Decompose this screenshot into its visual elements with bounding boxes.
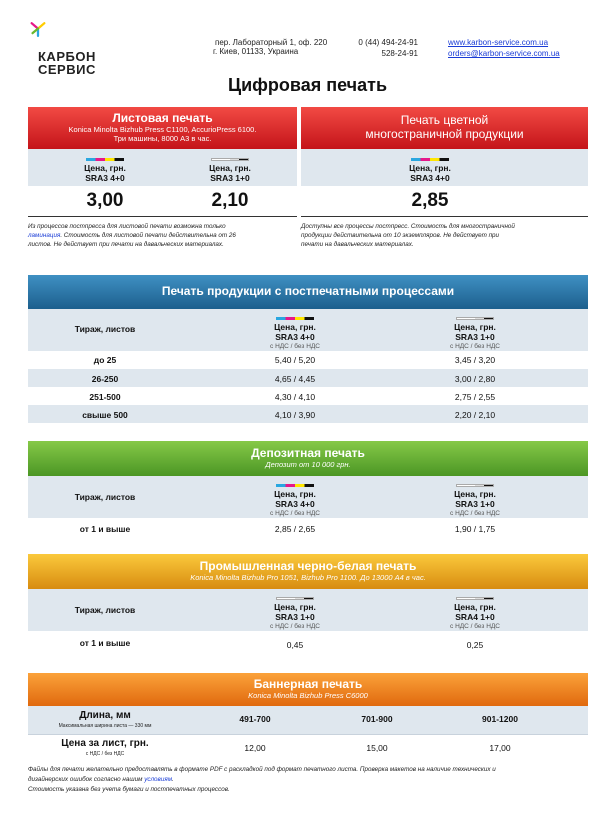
deposit-value-c1: 2,85 / 2,65 <box>274 524 316 534</box>
banner-price-label: Цена за лист, грн. <box>61 738 149 749</box>
banner-price-1: 12,00 <box>244 743 266 753</box>
postpress-col1-head1: Цена, грн. <box>274 322 316 332</box>
deposit-col2-head <box>420 479 530 519</box>
multipage-head2: SRA3 4+0 <box>410 173 450 183</box>
multipage-title2: многостраничной продукции <box>365 127 524 141</box>
address-line2: г. Киев, 01133, Украина <box>213 47 299 56</box>
sheet-print-title: Листовая печать <box>112 111 213 125</box>
footer-note <box>28 765 588 795</box>
black-strip-icon <box>211 158 249 161</box>
banner-subtitle: Konica Minolta Bizhub Press C6000 <box>248 691 368 700</box>
multipage-col-head <box>375 153 485 183</box>
postpress-row-label-4: свыше 500 <box>82 410 128 420</box>
postpress-row-c2-4: 2,20 / 2,10 <box>454 410 496 420</box>
bw-col1-head <box>240 592 350 632</box>
postpress-row-c2-3: 2,75 / 2,55 <box>454 392 496 402</box>
postpress-row-label-2: 26-250 <box>91 374 119 384</box>
sheet-note <box>28 222 303 249</box>
footer-line2a: дизайнерских ошибок согласно нашим <box>28 776 145 783</box>
sheet-divider <box>28 216 297 217</box>
multipage-note-1: Доступны все процессы постпресс. Стоимость для многостраничной <box>301 223 515 230</box>
banner-length-label: Длина, мм <box>79 710 131 721</box>
bw-col1-head2: SRA3 1+0 <box>275 612 315 622</box>
bw-col2-vat: с НДС / без НДС <box>450 623 500 630</box>
bw-value-label: от 1 и выше <box>79 638 131 648</box>
postpress-col1-head <box>240 312 350 352</box>
postpress-row-c1-4: 4,10 / 3,90 <box>274 410 316 420</box>
postpress-col2-vat: с НДС / без НДС <box>450 343 500 350</box>
deposit-subtitle: Депозит от 10 000 грн. <box>265 460 351 469</box>
logo-text <box>38 50 96 76</box>
postpress-col2-head <box>420 312 530 352</box>
postpress-col1-vat: с НДС / без НДС <box>270 343 320 350</box>
postpress-row-c2-1: 3,45 / 3,20 <box>454 355 496 365</box>
postpress-row-label-3: 251-500 <box>89 392 121 402</box>
deposit-value-label: от 1 и выше <box>79 524 131 534</box>
sheet-price1: 3,00 <box>86 190 124 211</box>
deposit-row-label: Тираж, листов <box>74 492 136 502</box>
postpress-row-label-1: до 25 <box>93 355 117 365</box>
banner-title: Баннерная печать <box>253 677 363 691</box>
banner-length-2: 701-900 <box>361 714 393 724</box>
postpress-header <box>28 275 588 309</box>
sheet-note-3: листов. Не действует при печати на давальческих материалах. <box>28 241 224 248</box>
phone1: 0 (44) 494-24-91 <box>358 38 418 47</box>
lamination-link[interactable]: ламинация <box>28 232 61 239</box>
banner-header <box>28 673 588 706</box>
bw-header <box>28 554 588 589</box>
sheet-col2-head <box>175 153 285 183</box>
sheet-col1-head <box>50 153 160 183</box>
page-title: Цифровая печать <box>227 75 388 95</box>
deposit-value-c2: 1,90 / 1,75 <box>454 524 496 534</box>
bw-value-c2: 0,25 <box>466 640 484 650</box>
contact-links <box>448 37 560 59</box>
sheet-print-subtitle1: Konica Minolta Bizhub Press C1100, AccurioPress 6100. <box>68 125 257 134</box>
bw-row-label: Тираж, листов <box>74 605 136 615</box>
sheet-price2: 2,10 <box>211 190 249 211</box>
banner-length-1: 491-700 <box>239 714 271 724</box>
multipage-title1: Печать цветной <box>400 113 489 127</box>
postpress-row-label: Тираж, листов <box>74 324 136 334</box>
multipage-header <box>301 107 588 149</box>
banner-price-3: 17,00 <box>489 743 511 753</box>
sheet-col1-head1: Цена, грн. <box>84 163 126 173</box>
bw-col2-head <box>420 592 530 632</box>
cmyk-strip-icon <box>276 484 314 487</box>
postpress-title: Печать продукции с постпечатными процессами <box>161 284 455 298</box>
sheet-note-2: . Стоимость для листовой печати действительна от 26 <box>60 232 236 239</box>
footer-line1: Файлы для печати желательно предоставлять в формате PDF с раскладкой под формат печатного листа. Проверка макетов на наличие технических и <box>28 766 496 773</box>
deposit-col2-head2: SRA3 1+0 <box>455 499 495 509</box>
logo-line1: КАРБОН <box>38 49 96 64</box>
logo-mark <box>28 18 78 52</box>
postpress-col2-head1: Цена, грн. <box>454 322 496 332</box>
postpress-row-c1-1: 5,40 / 5,20 <box>274 355 316 365</box>
banner-price-sub: с НДС / без НДС <box>85 751 125 757</box>
postpress-row-c1-3: 4,30 / 4,10 <box>274 392 316 402</box>
sheet-col2-head1: Цена, грн. <box>209 163 251 173</box>
deposit-col2-vat: с НДС / без НДС <box>450 510 500 517</box>
deposit-col1-vat: с НДС / без НДС <box>270 510 320 517</box>
banner-divider <box>28 734 588 735</box>
bw-value-c1: 0,45 <box>286 640 304 650</box>
bw-col2-head2: SRA4 1+0 <box>455 612 495 622</box>
footer-line2b: . <box>172 776 174 783</box>
sheet-col1-head2: SRA3 4+0 <box>85 173 125 183</box>
postpress-col1-head2: SRA3 4+0 <box>275 332 315 342</box>
black-strip-icon <box>456 484 494 487</box>
postpress-row-c2-2: 3,00 / 2,80 <box>454 374 496 384</box>
email-link[interactable]: orders@karbon-service.com.ua <box>448 49 560 58</box>
postpress-col2-head2: SRA3 1+0 <box>455 332 495 342</box>
banner-price-2: 15,00 <box>366 743 388 753</box>
black-strip-icon <box>276 597 314 600</box>
multipage-note-3: печати на давальческих материалах. <box>301 241 414 248</box>
postpress-row-c1-2: 4,65 / 4,45 <box>274 374 316 384</box>
footer-line3: Стоимость указана без учета бумаги и постпечатных процессов. <box>28 786 230 793</box>
deposit-col1-head1: Цена, грн. <box>274 489 316 499</box>
website-link[interactable]: www.karbon-service.com.ua <box>448 38 549 47</box>
deposit-col1-head <box>240 479 350 519</box>
bw-col1-vat: с НДС / без НДС <box>270 623 320 630</box>
cmyk-strip-icon <box>276 317 314 320</box>
cmyk-strip-icon <box>86 158 124 161</box>
bw-col1-head1: Цена, грн. <box>274 602 316 612</box>
logo-line2: СЕРВИС <box>38 62 96 77</box>
multipage-price: 2,85 <box>411 190 449 211</box>
phone2: 528-24-91 <box>381 49 418 58</box>
deposit-col1-head2: SRA3 4+0 <box>275 499 315 509</box>
deposit-col2-head1: Цена, грн. <box>454 489 496 499</box>
black-strip-icon <box>456 317 494 320</box>
sheet-col2-head2: SRA3 1+0 <box>210 173 250 183</box>
conditions-link[interactable]: условиям <box>144 776 173 783</box>
deposit-title: Депозитная печать <box>251 446 365 460</box>
multipage-head1: Цена, грн. <box>409 163 451 173</box>
banner-length-sub: Максимальная ширина листа — 330 мм <box>58 723 152 729</box>
black-strip-icon <box>456 597 494 600</box>
multipage-note-2: продукции действительна от 10 экземпляров. Не действует при <box>301 232 500 239</box>
sheet-print-header <box>28 107 297 149</box>
bw-title: Промышленная черно-белая печать <box>199 559 417 573</box>
address-line1: пер. Лабораторный 1, оф. 220 <box>215 38 328 47</box>
deposit-header <box>28 441 588 476</box>
banner-length-3: 901-1200 <box>482 714 518 724</box>
multipage-note <box>301 222 588 249</box>
bw-subtitle: Konica Minolta Bizhub Pro 1051, Bizhub Pro 1100. До 13000 А4 в час. <box>190 573 426 582</box>
multipage-divider <box>301 216 588 217</box>
sheet-note-1: Из процессов постпресса для листовой печати возможна только <box>28 223 226 230</box>
bw-col2-head1: Цена, грн. <box>454 602 496 612</box>
sheet-print-subtitle2: Три машины, 8000 А3 в час. <box>113 134 212 143</box>
cmyk-strip-icon <box>411 158 449 161</box>
phones <box>353 37 418 59</box>
